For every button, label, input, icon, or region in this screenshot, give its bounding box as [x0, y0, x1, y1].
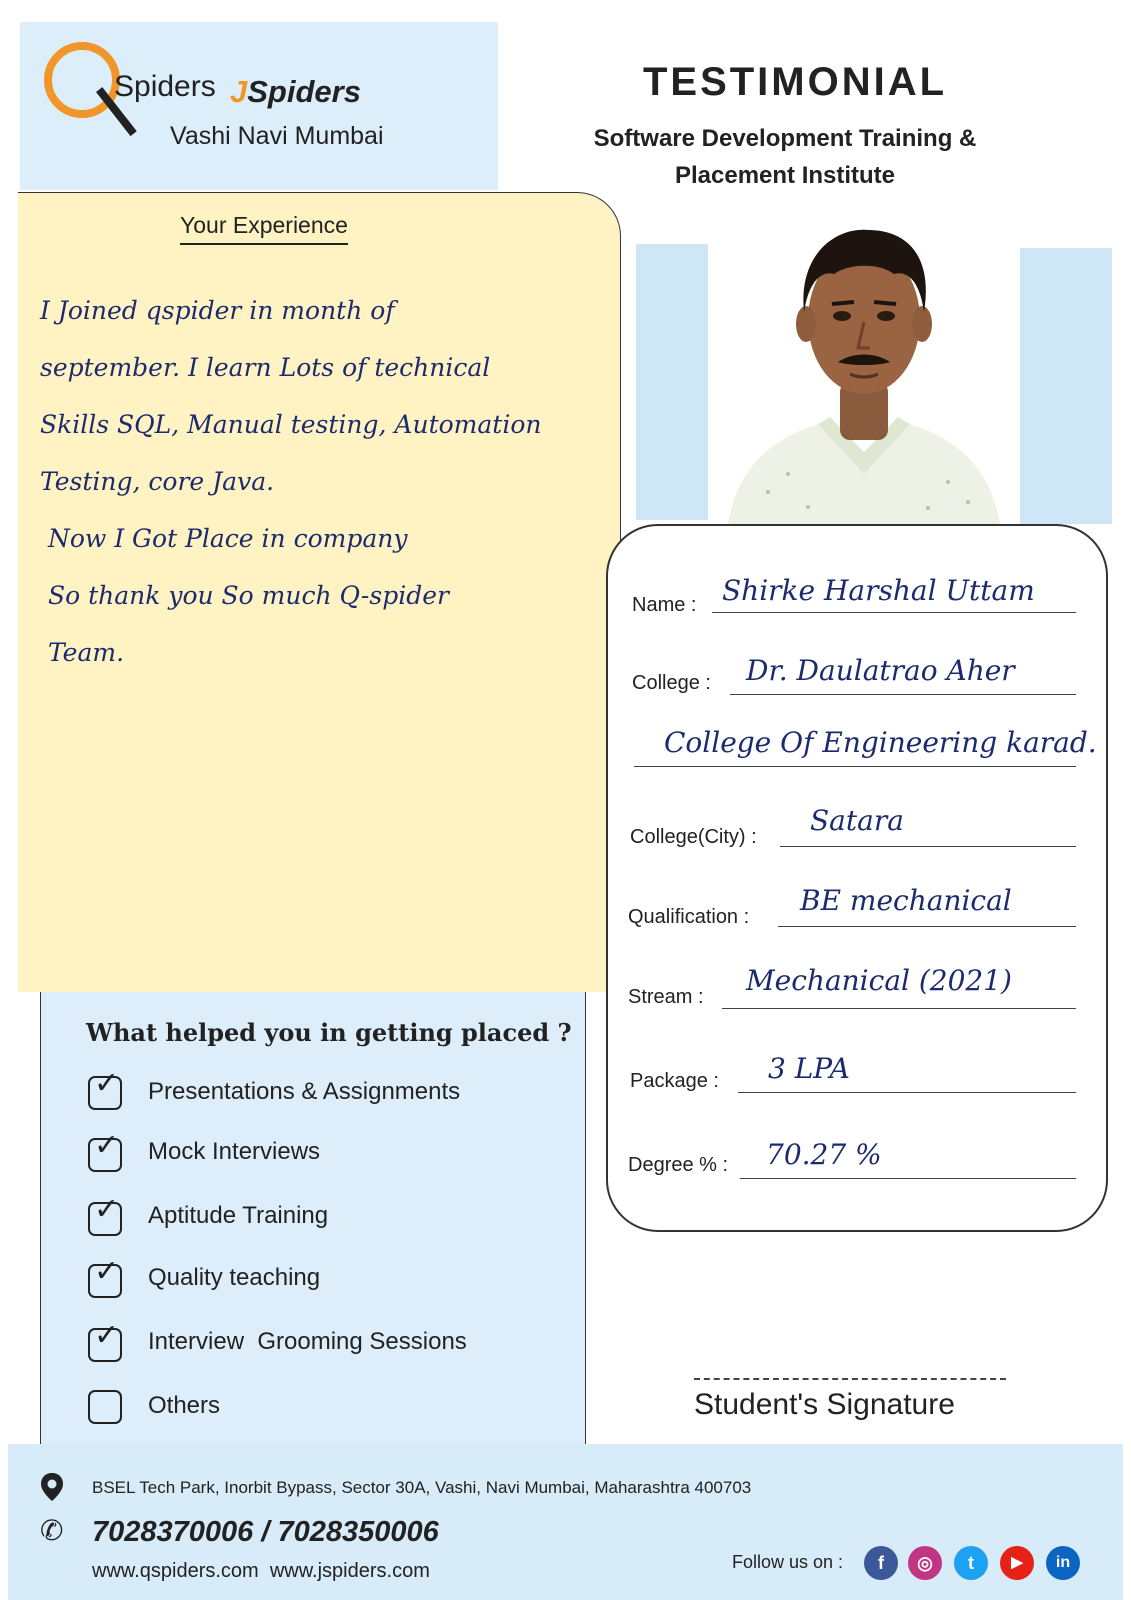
- photo-accent-right: [1020, 248, 1112, 524]
- linkedin-icon[interactable]: in: [1046, 1546, 1080, 1580]
- check-icon: ✓: [94, 1192, 120, 1227]
- package-label: Package :: [630, 1070, 719, 1092]
- option-label: Interview Grooming Sessions: [148, 1328, 467, 1355]
- experience-text: [40, 282, 600, 681]
- check-icon: ✓: [94, 1066, 120, 1101]
- page-subtitle: [540, 120, 1030, 194]
- follow-label: Follow us on :: [732, 1552, 844, 1572]
- twitter-icon[interactable]: t: [954, 1546, 988, 1580]
- footer-address: BSEL Tech Park, Inorbit Bypass, Sector 30A, Vashi, Navi Mumbai, Maharashtra 400703: [92, 1478, 752, 1497]
- city-label: College(City) :: [630, 826, 757, 848]
- checkbox-aptitude[interactable]: [88, 1192, 122, 1236]
- page-title: TESTIMONIAL: [642, 60, 948, 104]
- check-icon: ✓: [94, 1318, 120, 1353]
- stream-label: Stream :: [628, 986, 704, 1008]
- photo-accent-left: [636, 244, 708, 520]
- subtitle-line-1: Software Development Training &: [593, 125, 977, 152]
- option-label: Quality teaching: [148, 1264, 321, 1291]
- option-label: Presentations & Assignments: [148, 1078, 461, 1105]
- experience-line: Now I Got Place in company: [40, 524, 408, 553]
- footer-websites[interactable]: www.qspiders.com www.jspiders.com: [92, 1560, 430, 1582]
- helped-question: What helped you in getting placed ?: [86, 1018, 572, 1047]
- phone-icon: ✆: [40, 1515, 64, 1546]
- name-underline: [712, 612, 1076, 613]
- student-photo: [708, 212, 1020, 524]
- college-value-line-2: College Of Engineering karad.: [664, 726, 1097, 759]
- college-underline-2: [634, 766, 1076, 767]
- option-label: Mock Interviews: [148, 1138, 321, 1165]
- experience-line: Skills SQL, Manual testing, Automation: [40, 410, 542, 439]
- degree-underline: [740, 1178, 1076, 1179]
- experience-heading: Your Experience: [180, 212, 348, 245]
- stream-value: Mechanical (2021): [746, 964, 1012, 997]
- qualification-label: Qualification :: [628, 906, 750, 928]
- jspiders-brand-letter: J: [230, 74, 248, 109]
- qualification-underline: [778, 926, 1076, 927]
- signature-line: [694, 1378, 1006, 1380]
- city-value: Satara: [810, 804, 904, 837]
- experience-line: Testing, core Java.: [40, 467, 275, 496]
- checkbox-mock-interviews[interactable]: [88, 1128, 122, 1172]
- city-underline: [780, 846, 1076, 847]
- check-icon: ✓: [94, 1128, 120, 1163]
- branch-location: Vashi Navi Mumbai: [170, 122, 384, 150]
- checkbox-grooming[interactable]: [88, 1318, 122, 1362]
- footer-phones: 7028370006 / 7028350006: [92, 1516, 439, 1548]
- facebook-icon[interactable]: f: [864, 1546, 898, 1580]
- degree-label: Degree % :: [628, 1154, 729, 1176]
- package-underline: [738, 1092, 1076, 1093]
- location-pin-icon: [40, 1472, 64, 1502]
- experience-line: Team.: [40, 638, 125, 667]
- qspiders-brand-text: Spiders: [114, 70, 216, 103]
- checkbox-others[interactable]: [88, 1390, 122, 1424]
- qualification-value: BE mechanical: [800, 884, 1012, 917]
- check-icon: ✓: [94, 1254, 120, 1289]
- stream-underline: [722, 1008, 1076, 1009]
- experience-line: I Joined qspider in month of: [40, 296, 395, 325]
- option-label: Aptitude Training: [148, 1202, 329, 1229]
- name-value: Shirke Harshal Uttam: [722, 574, 1035, 607]
- college-label: College :: [632, 672, 711, 694]
- college-value-line-1: Dr. Daulatrao Aher: [746, 654, 1015, 687]
- subtitle-line-2: Placement Institute: [674, 162, 896, 189]
- checkbox-presentations[interactable]: [88, 1066, 122, 1110]
- checkbox-quality-teaching[interactable]: [88, 1254, 122, 1298]
- instagram-icon[interactable]: ◎: [908, 1546, 942, 1580]
- student-details-card: [606, 524, 1108, 1232]
- youtube-icon[interactable]: ▶: [1000, 1546, 1034, 1580]
- jspiders-brand-rest: Spiders: [247, 74, 361, 109]
- jspiders-brand-text: [230, 74, 361, 110]
- signature-label: Student's Signature: [694, 1388, 955, 1421]
- experience-line: september. I learn Lots of technical: [40, 353, 491, 382]
- package-value: 3 LPA: [768, 1052, 850, 1085]
- degree-value: 70.27 %: [766, 1138, 882, 1171]
- option-label: Others: [148, 1392, 221, 1419]
- name-label: Name :: [632, 594, 697, 616]
- college-underline-1: [730, 694, 1076, 695]
- experience-line: So thank you So much Q-spider: [40, 581, 449, 610]
